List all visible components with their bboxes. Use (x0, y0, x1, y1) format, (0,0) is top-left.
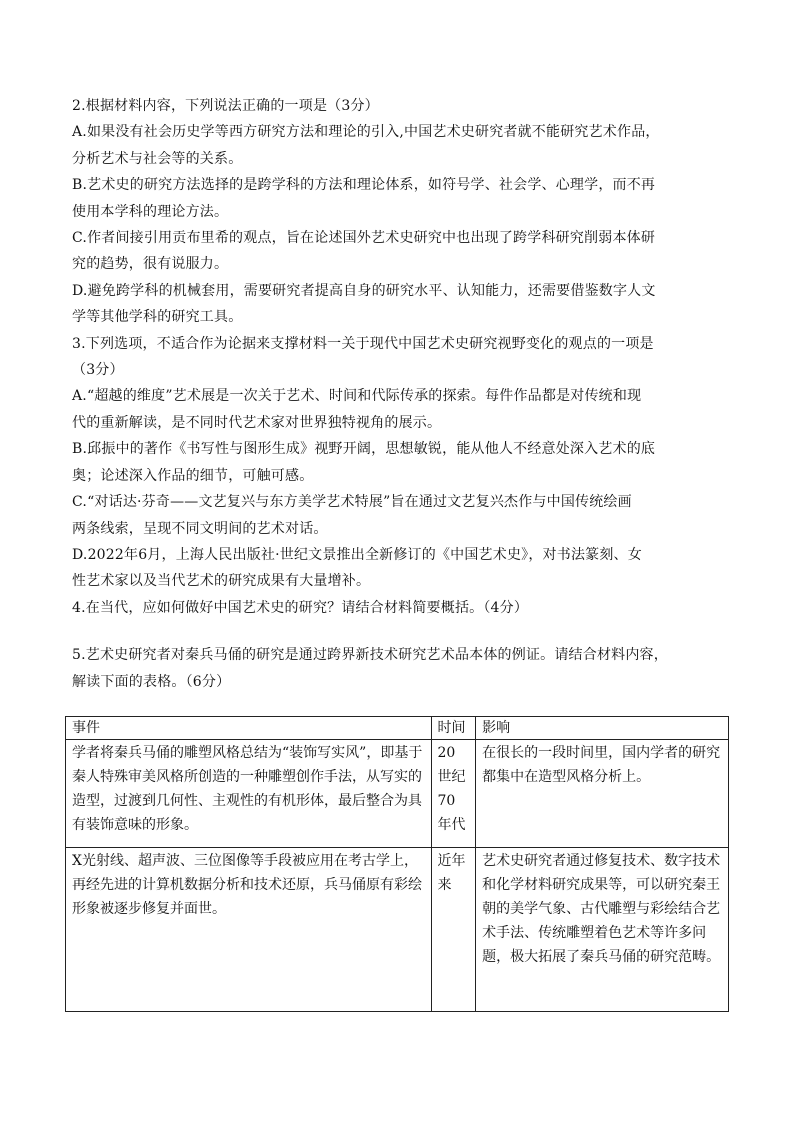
table-row (66, 848, 729, 1012)
q2-option-c-line1: C.作者间接引用贡布里希的观点，旨在论述国外艺术史研究中也出现了跨学科研究削弱本体研 (72, 230, 656, 247)
q3-option-d-line2: 性艺术家以及当代艺术的研究成果有大量增补。 (72, 573, 371, 590)
q3-option-c-line1: C.“对话达·芬奇——文艺复兴与东方美学艺术特展”旨在通过文艺复兴杰作与中国传统绘画 (72, 494, 632, 511)
impact-cell: 艺术史研究者通过修复技术、数字技术和化学材料研究成果等，可以研究秦王朝的美学气象、古代雕塑与彩绘结合艺术手法、传统雕塑着色艺术等许多问题，极大拓展了秦兵马俑的研究范畴。 (476, 848, 729, 1012)
q2-stem: 2.根据材料内容，下列说法正确的一项是（3分） (72, 98, 379, 114)
time-cell: 20世纪70年代 (431, 740, 476, 848)
q2-option-b-line1: B.艺术史的研究方法选择的是跨学科的方法和理论体系，如符号学、社会学、心理学，而不再 (72, 177, 656, 194)
q2-option-d-line2: 学等其他学科的研究工具。 (72, 309, 243, 326)
header-impact: 影响 (476, 717, 729, 740)
header-event: 事件 (66, 717, 432, 740)
q3-option-b-line2: 奥；论述深入作品的细节，可触可感。 (72, 467, 314, 484)
impact-cell: 在很长的一段时间里，国内学者的研究都集中在造型风格分析上。 (476, 740, 729, 848)
q3-option-a-line1: A.“超越的维度”艺术展是一次关于艺术、时间和代际传承的探索。每件作品都是对传统和现 (72, 388, 642, 405)
q3-option-d-line1: D.2022年6月，上海人民出版社·世纪文景推出全新修订的《中国艺术史》，对书法篆刻、女 (72, 546, 642, 563)
q3-option-c-line2: 两条线索，呈现不同文明间的艺术对话。 (72, 520, 328, 537)
event-cell: X光射线、超声波、三位图像等手段被应用在考古学上，再经先进的计算机数据分析和技术还原，兵马俑原有彩绘形象被逐步修复并面世。 (66, 848, 432, 1012)
q3-option-b-line1: B.邱振中的著作《书写性与图形生成》视野开阔，思想敏锐，能从他人不经意处深入艺术的底 (72, 441, 656, 458)
header-time: 时间 (431, 717, 476, 740)
q2-option-a-line2: 分析艺术与社会等的关系。 (72, 150, 243, 167)
section-spacer (72, 621, 732, 642)
q4-stem: 4.在当代，应如何做好中国艺术史的研究？请结合材料简要概括。（4分） (72, 599, 529, 616)
question-page (72, 93, 732, 695)
q5-stem-line2: 解读下面的表格。（6分） (72, 673, 231, 690)
events-table (65, 716, 729, 1012)
time-cell: 近年来 (431, 848, 476, 1012)
q5-stem-line1: 5.艺术史研究者对秦兵马俑的研究是通过跨界新技术研究艺术品本体的例证。请结合材料内容， (72, 647, 668, 664)
q2-option-b-line2: 使用本学科的理论方法。 (72, 203, 229, 220)
q2-option-a-line1: A.如果没有社会历史学等西方研究方法和理论的引入,中国艺术史研究者就不能研究艺术作品， (72, 124, 660, 141)
q2-option-d-line1: D.避免跨学科的机械套用，需要研究者提高自身的研究水平、认知能力，还需要借鉴数字人文 (72, 282, 656, 299)
q3-stem-line2: （3分） (72, 362, 124, 379)
table-header-row (66, 717, 729, 740)
q3-option-a-line2: 代的重新解读，是不同时代艺术家对世界独特视角的展示。 (72, 414, 442, 431)
table-row (66, 740, 729, 848)
q3-stem-line1: 3.下列选项，不适合作为论据来支撑材料一关于现代中国艺术史研究视野变化的观点的一项是 (72, 335, 654, 352)
event-cell: 学者将秦兵马俑的雕塑风格总结为“装饰写实风”，即基于秦人特殊审美风格所创造的一种雕塑创作手法，从写实的造型，过渡到几何性、主观性的有机形体，最后整合为具有装饰意味的形象。 (66, 740, 432, 848)
q2-option-c-line2: 究的趋势，很有说服力。 (72, 256, 229, 273)
